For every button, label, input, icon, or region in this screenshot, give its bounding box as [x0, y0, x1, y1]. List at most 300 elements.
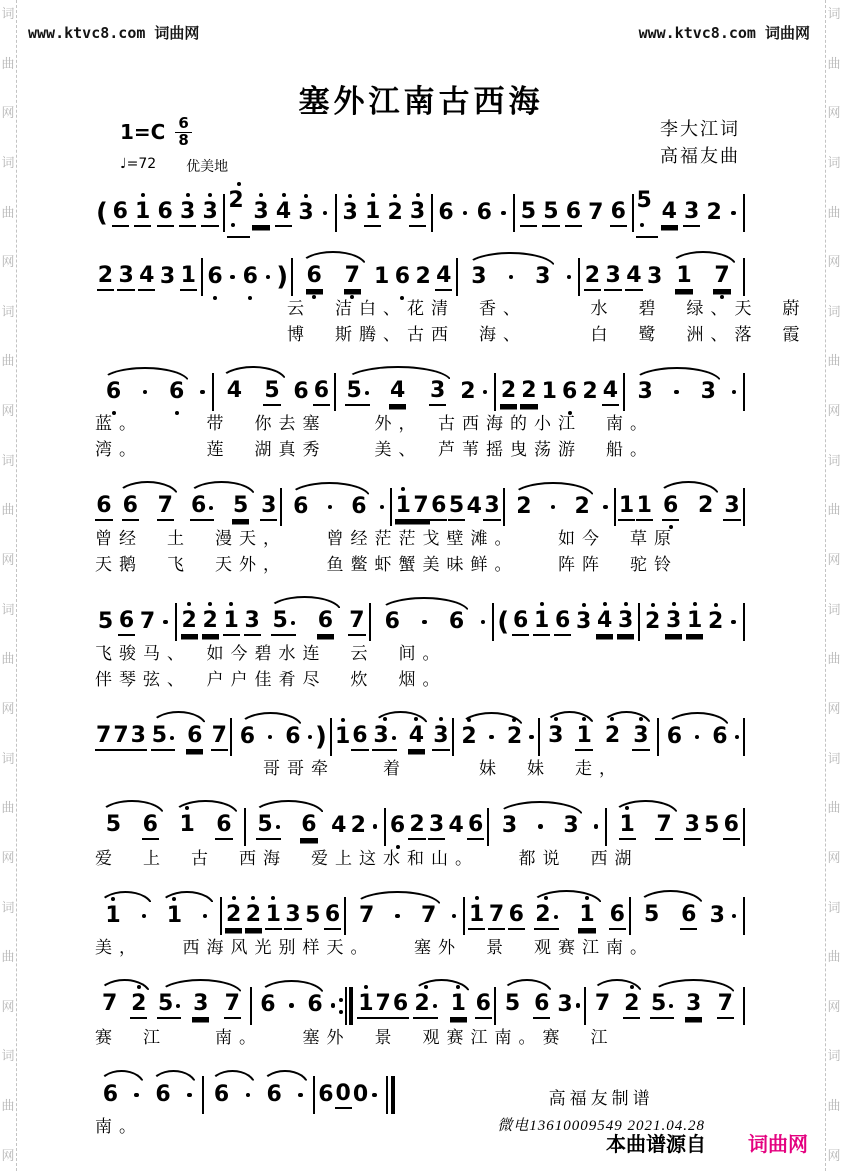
- note-1: [570, 724, 598, 751]
- barline: [743, 808, 745, 846]
- note-7: [137, 610, 158, 635]
- note-digit: 7: [211, 724, 228, 751]
- glyph-part: [339, 996, 343, 1016]
- note-7: [95, 992, 124, 1019]
- note-digit: 1: [618, 494, 635, 521]
- barline: [743, 897, 745, 935]
- note-1: [539, 380, 559, 405]
- note-2: [598, 724, 626, 751]
- note-digit: 6: [157, 200, 174, 227]
- duration-dot: [589, 824, 603, 829]
- note-digit: 4: [602, 379, 619, 406]
- note-digit: 2: [584, 264, 601, 291]
- barline: [743, 603, 745, 641]
- duration-dot: [528, 814, 553, 839]
- note-3: [483, 494, 501, 521]
- meter-denominator: 8: [175, 132, 191, 149]
- note-digit: 2: [130, 992, 147, 1019]
- note-7: [588, 992, 617, 1019]
- note-digit: 7: [713, 264, 730, 291]
- note-6: [301, 993, 329, 1018]
- note-digit: 6: [351, 493, 367, 519]
- duration-dot: [733, 735, 741, 740]
- note-2: [580, 380, 600, 405]
- note-6: [158, 380, 195, 405]
- note-3: [339, 201, 361, 226]
- rail-watermark-char: 曲: [1, 56, 15, 72]
- lyric-line: 南。: [95, 1117, 143, 1136]
- glyph-part: [308, 735, 313, 740]
- note-digit: 6: [554, 609, 571, 636]
- note-6: [392, 265, 413, 290]
- glyph-part: [489, 735, 494, 740]
- slur-arc: [259, 1083, 312, 1108]
- note-digit: 2: [408, 813, 425, 840]
- note-digit: 5: [504, 991, 521, 1016]
- glyph-part: [134, 1093, 139, 1098]
- barline: [291, 258, 293, 296]
- note-digit: 3: [432, 724, 449, 751]
- note-5: [263, 609, 305, 636]
- barline: [313, 1076, 315, 1114]
- glyph-part: [452, 914, 457, 919]
- note-digit: 3: [617, 609, 634, 636]
- note-digit: 5: [305, 902, 321, 928]
- slur-arc: [348, 904, 446, 929]
- rail-watermark-char: 词: [1, 155, 15, 171]
- barline: [538, 718, 540, 756]
- note-digit: 6: [313, 379, 330, 406]
- note-3: [295, 201, 317, 226]
- rail-watermark-char: 曲: [827, 354, 841, 370]
- note-digit: 1: [686, 609, 703, 636]
- left-watermark-rail: [0, 0, 17, 1171]
- note-digit: 3: [159, 263, 176, 289]
- lyric-line: 爱 上 古 西海 爱上这水和山。 都说 西湖: [95, 848, 639, 868]
- note-5: [248, 813, 288, 840]
- duration-dot: [132, 380, 158, 405]
- rail-watermark-char: 网: [827, 701, 841, 717]
- rail-watermark-char: 词: [827, 7, 841, 22]
- note-digit: 6: [293, 493, 309, 519]
- note-digit: 5: [520, 200, 537, 227]
- note-digit: 1: [373, 263, 390, 289]
- slur-arc: [653, 494, 723, 521]
- notation-line: [95, 881, 747, 961]
- note-digit: 5: [542, 200, 559, 227]
- note-digit: 2: [181, 609, 198, 636]
- parenthesis: (: [96, 198, 108, 228]
- glyph-part: [594, 824, 599, 829]
- rail-watermark-char: 曲: [1, 652, 15, 668]
- slur-arc: [609, 813, 683, 840]
- note-digit: 6: [565, 200, 582, 227]
- duration-dot: [541, 495, 565, 520]
- note-digit: 5: [271, 609, 295, 636]
- note-6: [205, 265, 226, 290]
- rail-watermark-char: 词: [827, 155, 841, 171]
- duration-dot: [562, 275, 577, 280]
- parenthesis: ): [276, 262, 289, 292]
- note-6: [109, 200, 131, 227]
- duration-dot: [376, 505, 388, 510]
- page-title: 塞外江南古西海: [298, 84, 544, 120]
- note-digit: 1: [357, 992, 374, 1019]
- note-6: [435, 201, 457, 226]
- glyph-part: [373, 824, 378, 829]
- notation-line: [95, 587, 747, 692]
- note-6: [279, 725, 306, 750]
- rail-watermark-char: 网: [827, 1148, 841, 1164]
- slur-arc: [665, 264, 741, 291]
- duration-dot: [411, 610, 437, 635]
- site-watermark-top-left[interactable]: www.ktvc8.com 词曲网: [28, 24, 200, 42]
- note-6: [562, 200, 584, 227]
- barline: [244, 808, 246, 846]
- glyph-part: [372, 1093, 377, 1098]
- barline: [584, 987, 586, 1025]
- glyph-part: [289, 1003, 294, 1008]
- slur-arc: [284, 495, 376, 520]
- glyph-part: [603, 505, 608, 510]
- note-0: [352, 1083, 369, 1108]
- duration-dot: [385, 904, 411, 929]
- note-4: [594, 609, 615, 636]
- note-digit: 7: [157, 494, 174, 521]
- barline: [638, 603, 640, 641]
- note-digit: 3: [557, 992, 573, 1017]
- note-digit: 7: [348, 609, 365, 636]
- glyph-part: [142, 914, 147, 919]
- note-digit: 6: [186, 724, 203, 751]
- note-digit: 3: [637, 378, 653, 404]
- note-2: [384, 201, 406, 226]
- note-5: [540, 200, 562, 227]
- barline: [605, 808, 607, 846]
- footer: [606, 1128, 808, 1157]
- note-digit: 6: [155, 1081, 171, 1107]
- note-digit: 3: [563, 813, 579, 838]
- lyric-line: 飞骏马、 如今碧水连 云 间。: [95, 644, 447, 663]
- note-7: [346, 609, 367, 636]
- note-digit: 3: [201, 200, 218, 227]
- note-digit: 3: [604, 264, 621, 291]
- note-6: [506, 903, 526, 930]
- glyph-part: [268, 735, 273, 740]
- note-1: [169, 813, 206, 840]
- note-2: [409, 992, 442, 1019]
- note-1: [618, 494, 636, 521]
- lyricist: 李大江词: [660, 119, 740, 139]
- slur-arc: [248, 813, 329, 840]
- slur-arc: [661, 725, 733, 750]
- note-6: [653, 494, 688, 521]
- glyph-part: [732, 914, 737, 919]
- note-2: [179, 609, 200, 636]
- slur-arc: [588, 992, 646, 1019]
- note-6: [722, 813, 742, 840]
- note-1: [131, 200, 153, 227]
- glyph-part: [481, 620, 486, 625]
- site-watermark-top-right[interactable]: www.ktvc8.com 词曲网: [638, 24, 810, 42]
- rail-watermark-char: 词: [827, 900, 841, 916]
- note-6: [388, 814, 408, 839]
- note-digit: 2: [706, 199, 722, 225]
- note-3: [460, 265, 498, 290]
- note-digit: 4: [275, 200, 292, 227]
- note-3: [556, 993, 573, 1018]
- note-digit: 5: [345, 379, 369, 406]
- note-7: [348, 904, 384, 929]
- note-digit: 6: [512, 609, 529, 636]
- note-1: [371, 265, 392, 290]
- notation-line: [95, 971, 747, 1051]
- note-digit: 1: [675, 264, 692, 291]
- note-7: [412, 494, 430, 521]
- note-7: [585, 201, 607, 226]
- duration-dot: [158, 620, 173, 625]
- note-row: [95, 971, 747, 1025]
- glyph-part: [576, 1003, 581, 1008]
- barline: [280, 488, 282, 526]
- note-digit: 3: [683, 200, 700, 227]
- glyph-part: [509, 275, 514, 280]
- note-2: [413, 265, 434, 290]
- rail-watermark-char: 词: [1, 751, 15, 767]
- note-1: [178, 264, 199, 291]
- lyric-line: 湾。 莲 湖真秀 美、 芦苇摇曳荡游 船。: [95, 439, 654, 459]
- note-6: [240, 265, 261, 290]
- note-7: [646, 813, 683, 840]
- note-digit: 1: [636, 494, 653, 521]
- note-5: [153, 992, 185, 1019]
- note-digit: 2: [202, 609, 219, 636]
- slur-arc: [542, 724, 599, 751]
- glyph-part: [200, 390, 205, 395]
- note-digit: 6: [142, 813, 159, 840]
- rail-watermark-char: 网: [1, 404, 15, 420]
- note-1: [221, 609, 242, 636]
- note-digit: 3: [252, 200, 269, 227]
- duration-dot: [369, 1093, 380, 1098]
- note-3: [260, 494, 278, 521]
- duration-dot: [482, 725, 501, 750]
- note-5: [147, 724, 179, 751]
- barline: [463, 897, 465, 935]
- note-digit: 6: [122, 494, 139, 521]
- footer-site-link[interactable]: 词曲网: [748, 1132, 808, 1156]
- duration-dot: [727, 390, 741, 395]
- note-5: [95, 610, 116, 635]
- barline: [431, 194, 433, 232]
- note-2: [642, 610, 663, 635]
- slur-arc: [153, 992, 248, 1019]
- note-5: [646, 992, 678, 1019]
- note-digit: 6: [318, 1081, 334, 1107]
- glyph-part: [731, 620, 736, 625]
- note-digit: 1: [575, 724, 592, 751]
- note-1: [609, 813, 646, 840]
- lyric-line: 云 洁白、花清 香、 水 碧 绿、天 蔚: [95, 299, 807, 318]
- barline: [743, 373, 745, 411]
- glyph-part: [176, 1004, 180, 1008]
- duration-dot: [368, 824, 382, 829]
- slur-arc: [95, 992, 153, 1019]
- note-digit: 4: [331, 813, 347, 838]
- note-0: [335, 1082, 352, 1109]
- note-2: [565, 495, 599, 520]
- duration-dot: [290, 1083, 312, 1108]
- rail-watermark-char: 网: [827, 255, 841, 271]
- note-digit: 7: [594, 991, 611, 1016]
- note-7: [487, 903, 507, 930]
- note-digit: 3: [244, 609, 261, 636]
- note-digit: 6: [610, 200, 627, 227]
- note-digit: 6: [242, 263, 258, 289]
- rail-watermark-char: 曲: [827, 801, 841, 817]
- barline: [743, 194, 745, 232]
- note-digit: 6: [307, 992, 323, 1017]
- rail-watermark-char: 曲: [1, 503, 15, 519]
- note-row: [95, 178, 747, 232]
- note-digit: 6: [213, 1081, 230, 1107]
- note-5: [498, 992, 527, 1019]
- note-7: [148, 494, 183, 521]
- note-digit: 7: [344, 264, 361, 291]
- note-6: [132, 813, 169, 840]
- note-3: [130, 724, 147, 751]
- rail-watermark-char: 曲: [827, 1099, 841, 1115]
- duration-dot: [498, 265, 524, 290]
- note-digit: 6: [118, 609, 135, 636]
- note-digit: 7: [101, 991, 118, 1016]
- note-2: [703, 201, 725, 226]
- note-1: [531, 609, 552, 636]
- slur-arc: [526, 903, 607, 930]
- rail-watermark-char: 曲: [827, 503, 841, 519]
- note-digit: 3: [260, 494, 277, 521]
- note-7: [217, 992, 249, 1019]
- note-6: [351, 724, 368, 751]
- note-1: [357, 992, 374, 1019]
- duration-dot: [478, 390, 492, 395]
- note-6: [148, 1083, 179, 1108]
- note-digit: 6: [105, 378, 122, 404]
- key-label: 1=C: [120, 120, 166, 145]
- note-digit: 2: [413, 992, 437, 1019]
- glyph-part: [331, 1003, 336, 1008]
- rail-watermark-char: 网: [827, 999, 841, 1015]
- note-digit: 6: [317, 609, 334, 636]
- note-3: [603, 264, 624, 291]
- glyph-part: [246, 1093, 251, 1098]
- note-2: [224, 903, 244, 930]
- rail-watermark-char: 词: [1, 602, 15, 618]
- note-digit: 1: [578, 903, 595, 930]
- note-2: [519, 379, 539, 406]
- barline: [334, 373, 336, 411]
- note-6: [259, 1083, 290, 1108]
- note-digit: 6: [680, 903, 697, 930]
- barline: [452, 718, 454, 756]
- note-6: [289, 813, 329, 840]
- glyph-part: [554, 915, 558, 919]
- note-3: [524, 265, 562, 290]
- note-1: [334, 725, 351, 750]
- note-6: [291, 380, 311, 405]
- note-digit: 3: [130, 724, 147, 751]
- note-4: [658, 200, 680, 227]
- note-digit: 3: [684, 813, 701, 840]
- note-5: [303, 904, 323, 929]
- final-barline: [386, 1076, 395, 1114]
- rail-watermark-char: 网: [1, 999, 15, 1015]
- note-6: [206, 1083, 237, 1108]
- note-digit: 5: [448, 494, 465, 521]
- note-digit: 2: [516, 493, 532, 519]
- note-digit: 6: [712, 723, 728, 749]
- duration-dot: [457, 211, 473, 216]
- note-digit: 6: [475, 992, 492, 1019]
- glyph-part: [735, 735, 740, 740]
- glyph-part: [143, 390, 148, 395]
- note-digit: 1: [619, 813, 636, 840]
- note-6: [95, 494, 113, 521]
- producer-credit: 高福友制谱: [548, 1089, 654, 1108]
- note-digit: 4: [625, 264, 642, 291]
- note-digit: 7: [375, 992, 392, 1019]
- note-digit: 4: [596, 609, 613, 636]
- note-7: [410, 904, 446, 929]
- barline: [632, 194, 634, 232]
- note-digit: 3: [535, 263, 551, 289]
- barline: [743, 987, 745, 1025]
- note-3: [644, 265, 665, 290]
- note-6: [206, 813, 243, 840]
- barline: [494, 987, 496, 1025]
- note-digit: 5: [256, 813, 280, 840]
- barline: [390, 488, 392, 526]
- lyric-line: 天鹅 飞 天外， 鱼鳖虾蟹美味鲜。 阵阵 驼铃: [95, 554, 678, 574]
- rail-watermark-char: 词: [827, 453, 841, 469]
- note-digit: 5: [105, 812, 122, 837]
- rail-watermark-char: 曲: [1, 950, 15, 966]
- barline: [614, 488, 616, 526]
- note-2: [582, 264, 603, 291]
- note-5: [702, 814, 722, 839]
- rail-watermark-char: 词: [1, 900, 15, 916]
- notation-line: [95, 472, 747, 577]
- note-6: [661, 725, 688, 750]
- slur-arc: [169, 813, 243, 840]
- slur-arc: [95, 380, 195, 405]
- slur-arc: [507, 495, 599, 520]
- slur-arc: [148, 1083, 201, 1108]
- note-6: [373, 610, 411, 635]
- note-6: [559, 380, 579, 405]
- tempo-marking: ♩=72: [120, 156, 157, 172]
- note-digit: 3: [646, 263, 663, 289]
- note-7: [709, 992, 741, 1019]
- rail-watermark-char: 网: [827, 106, 841, 122]
- note-4: [446, 814, 466, 839]
- notation-line: [95, 702, 747, 782]
- note-2: [124, 992, 153, 1019]
- note-2: [456, 725, 483, 750]
- barline: [220, 897, 222, 935]
- rail-watermark-char: 曲: [1, 205, 15, 221]
- note-digit: 1: [533, 609, 550, 636]
